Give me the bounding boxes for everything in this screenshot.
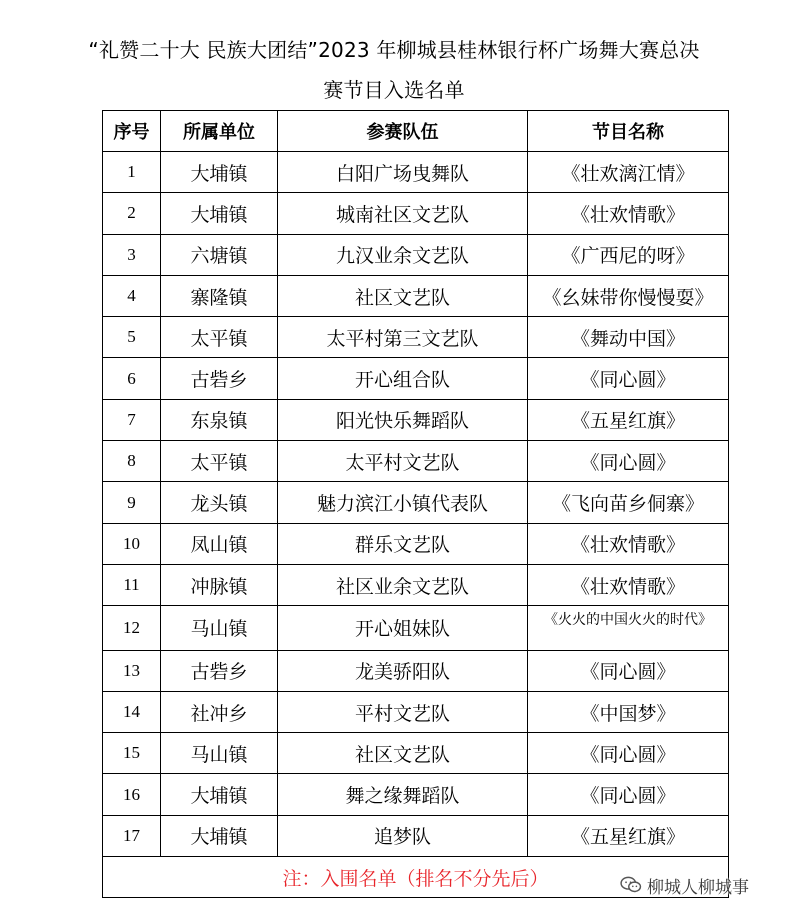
- table-row: [103, 650, 729, 691]
- row-index: 6: [103, 358, 161, 399]
- header-team: 参赛队伍: [278, 111, 528, 152]
- header-unit: 所属单位: [161, 111, 278, 152]
- row-program: 《五星红旗》: [528, 815, 729, 856]
- row-team: 阳光快乐舞蹈队: [278, 399, 528, 440]
- row-team: 城南社区文艺队: [278, 193, 528, 234]
- row-program: 《同心圆》: [528, 650, 729, 691]
- row-index: 14: [103, 691, 161, 732]
- table-note: 注：入围名单（排名不分先后）: [103, 857, 729, 898]
- row-unit: 龙头镇: [161, 482, 278, 523]
- row-team: 太平村第三文艺队: [278, 317, 528, 358]
- row-program: 《壮欢情歌》: [528, 564, 729, 605]
- row-index: 10: [103, 523, 161, 564]
- row-team: 九汉业余文艺队: [278, 234, 528, 275]
- row-team: 追梦队: [278, 815, 528, 856]
- table-row: [103, 234, 729, 275]
- table-row: [103, 733, 729, 774]
- row-program: 《壮欢漓江情》: [528, 152, 729, 193]
- document-title: [0, 30, 788, 110]
- row-unit: 古砦乡: [161, 650, 278, 691]
- row-unit: 大埔镇: [161, 774, 278, 815]
- row-team: 魅力滨江小镇代表队: [278, 482, 528, 523]
- row-team: 开心组合队: [278, 358, 528, 399]
- row-program: 《幺妹带你慢慢耍》: [528, 275, 729, 316]
- row-team: 开心姐妹队: [278, 606, 528, 650]
- row-program: 《五星红旗》: [528, 399, 729, 440]
- row-program: 《同心圆》: [528, 774, 729, 815]
- row-index: 9: [103, 482, 161, 523]
- row-index: 15: [103, 733, 161, 774]
- row-program: 《飞向苗乡侗寨》: [528, 482, 729, 523]
- row-index: 11: [103, 564, 161, 605]
- row-program: 《同心圆》: [528, 441, 729, 482]
- title-line-2: 赛节目入选名单: [323, 78, 465, 102]
- table-row: [103, 523, 729, 564]
- table-row: [103, 815, 729, 856]
- row-team: 龙美骄阳队: [278, 650, 528, 691]
- row-unit: 马山镇: [161, 733, 278, 774]
- table-header-row: [103, 111, 729, 152]
- row-unit: 寨隆镇: [161, 275, 278, 316]
- row-index: 7: [103, 399, 161, 440]
- program-table: [102, 110, 729, 898]
- row-team: 白阳广场曳舞队: [278, 152, 528, 193]
- table-row: [103, 152, 729, 193]
- row-unit: 冲脉镇: [161, 564, 278, 605]
- table-row: [103, 358, 729, 399]
- row-team: 社区业余文艺队: [278, 564, 528, 605]
- header-index: 序号: [103, 111, 161, 152]
- row-index: 4: [103, 275, 161, 316]
- row-program: 《壮欢情歌》: [528, 523, 729, 564]
- row-unit: 东泉镇: [161, 399, 278, 440]
- row-index: 16: [103, 774, 161, 815]
- row-team: 舞之缘舞蹈队: [278, 774, 528, 815]
- table-row: [103, 441, 729, 482]
- row-program: 《广西尼的呀》: [528, 234, 729, 275]
- header-program: 节目名称: [528, 111, 729, 152]
- table-row: [103, 774, 729, 815]
- wechat-icon: [620, 876, 642, 894]
- row-team: 太平村文艺队: [278, 441, 528, 482]
- row-index: 13: [103, 650, 161, 691]
- table-row: [103, 606, 729, 650]
- table-body: [103, 152, 729, 857]
- row-index: 17: [103, 815, 161, 856]
- row-unit: 太平镇: [161, 441, 278, 482]
- row-unit: 大埔镇: [161, 193, 278, 234]
- row-unit: 六塘镇: [161, 234, 278, 275]
- table-row: [103, 275, 729, 316]
- row-unit: 大埔镇: [161, 152, 278, 193]
- row-unit: 太平镇: [161, 317, 278, 358]
- row-team: 群乐文艺队: [278, 523, 528, 564]
- row-team: 平村文艺队: [278, 691, 528, 732]
- row-program: 《同心圆》: [528, 733, 729, 774]
- table-row: [103, 691, 729, 732]
- row-program: 《中国梦》: [528, 691, 729, 732]
- row-unit: 马山镇: [161, 606, 278, 650]
- row-program: 《舞动中国》: [528, 317, 729, 358]
- table-row: [103, 317, 729, 358]
- row-index: 12: [103, 606, 161, 650]
- row-index: 5: [103, 317, 161, 358]
- watermark: [620, 873, 749, 897]
- row-index: 3: [103, 234, 161, 275]
- row-team: 社区文艺队: [278, 733, 528, 774]
- table-row: [103, 399, 729, 440]
- table-row: [103, 482, 729, 523]
- row-team: 社区文艺队: [278, 275, 528, 316]
- table-row: [103, 193, 729, 234]
- row-program: 《壮欢情歌》: [528, 193, 729, 234]
- row-unit: 凤山镇: [161, 523, 278, 564]
- row-unit: 古砦乡: [161, 358, 278, 399]
- row-index: 2: [103, 193, 161, 234]
- row-unit: 社冲乡: [161, 691, 278, 732]
- watermark-text: 柳城人柳城事: [647, 877, 749, 898]
- row-program: 《同心圆》: [528, 358, 729, 399]
- row-program: 《火火的中国火火的时代》: [528, 606, 729, 650]
- row-index: 1: [103, 152, 161, 193]
- row-index: 8: [103, 441, 161, 482]
- row-unit: 大埔镇: [161, 815, 278, 856]
- title-line-1: “礼赞二十大 民族大团结”2023 年柳城县桂林银行杯广场舞大赛总决: [88, 38, 700, 62]
- table-row: [103, 564, 729, 605]
